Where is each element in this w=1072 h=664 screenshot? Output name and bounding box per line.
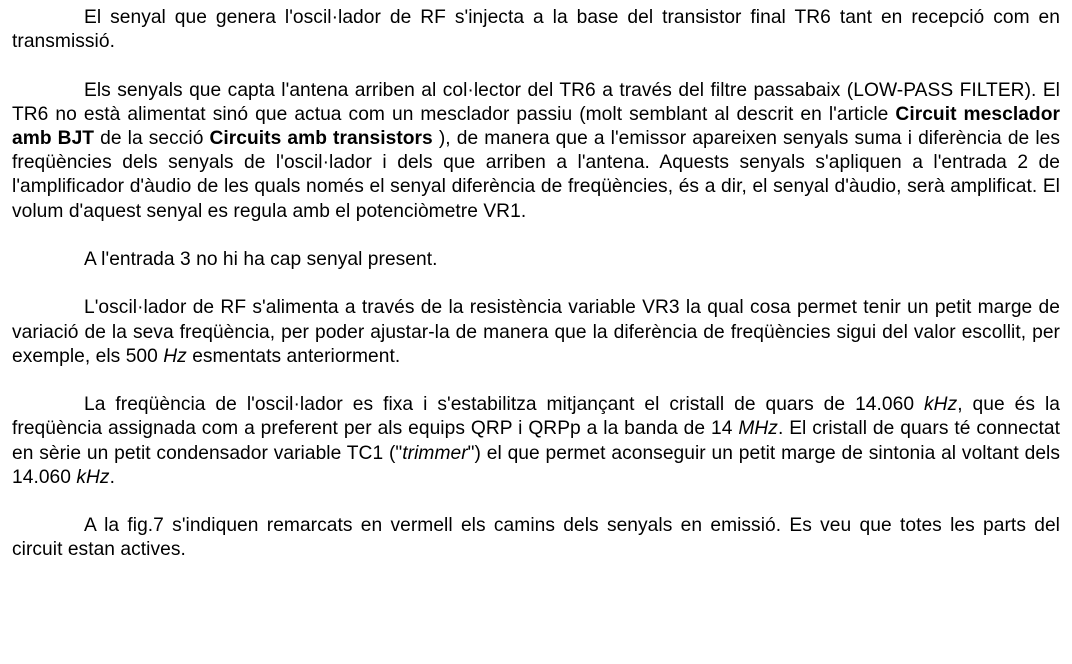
- paragraph-text: ") el que permet aconseguir un petit marge de sintonia al voltant dels 14.060: [12, 442, 1061, 488]
- paragraph-text: .: [109, 466, 115, 488]
- paragraph-text: A l'entrada 3 no hi ha cap senyal present.: [84, 249, 438, 270]
- document-page: [12, 6, 1060, 563]
- paragraph-text: La freqüència de l'oscil·lador es fixa i s'estabilitza mitjançant el cristall de quars de 14.060: [84, 394, 925, 416]
- paragraph-text: , que és la freqüència assignada com a preferent per als equips QRP i QRPp a la banda de 14: [12, 394, 1060, 440]
- paragraph-text: L'oscil·lador de RF s'alimenta a través de la resistència variable VR3 la qual cosa permet tenir un petit marge de variació de la seva freqüència, per poder ajustar-la de manera que la diferència de freqüències sigui del valor escollit, per exemple, els 500: [12, 297, 1060, 367]
- unit-italic: Hz: [163, 345, 187, 367]
- paragraph-figure-7: [12, 514, 1060, 562]
- paragraph-text: . El cristall de quars té connectat en sèrie un petit condensador variable TC1 (": [12, 418, 1060, 464]
- paragraph-oscillator-frequency: [12, 393, 1060, 490]
- paragraph-rf-oscillator-injection: [12, 6, 1060, 54]
- unit-italic: MHz: [738, 418, 778, 440]
- paragraph-text: ), de manera que a l'emissor apareixen senyals suma i diferència de les freqüències dels senyals de l'oscil·lador i dels que arriben a l'antena. Aquests senyals s'apliquen a l'entrada 2 de l'amplificador d'àudio de les quals només el senyal diferència de freqüències, és a dir, el senyal d'àudio, serà amplificat. El volum d'aquest senyal es regula amb el potenciòmetre VR1.: [12, 128, 1061, 222]
- paragraph-text: esmentats anteriorment.: [186, 345, 401, 367]
- paragraph-text: Els senyals que capta l'antena arriben al col·lector del TR6 a través del filtre passabaix (LOW-PASS FILTER). El TR6 no està alimentat sinó que actua com un mesclador passiu (molt semblant al descrit en l'article: [12, 79, 1060, 125]
- paragraph-text: de la secció: [94, 128, 210, 149]
- paragraph-input-3: [12, 248, 1060, 272]
- paragraph-text: A la fig.7 s'indiquen remarcats en vermell els camins dels senyals en emissió. Es veu que totes les parts del circuit estan actives.: [12, 515, 1060, 561]
- paragraph-oscillator-supply: [12, 296, 1060, 369]
- paragraph-text: El senyal que genera l'oscil·lador de RF s'injecta a la base del transistor final TR6 tant en recepció com en transmissió.: [12, 7, 1060, 53]
- unit-italic: kHz: [76, 466, 110, 488]
- term-italic: trimmer: [402, 442, 468, 464]
- paragraph-antenna-signals: [12, 79, 1060, 224]
- article-reference-bold: Circuit mesclador amb BJT: [12, 103, 1060, 149]
- section-reference-bold: Circuits amb transistors: [209, 128, 433, 149]
- unit-italic: kHz: [924, 394, 958, 416]
